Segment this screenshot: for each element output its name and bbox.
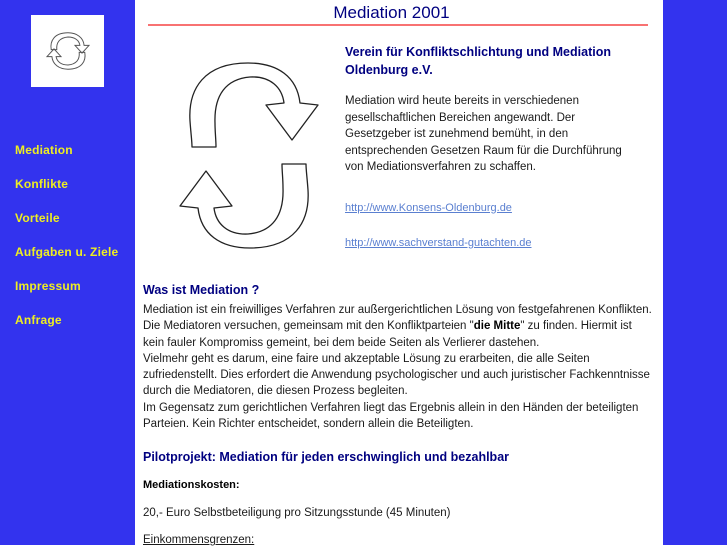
section-heading-was-ist-mediation: Was ist Mediation ? <box>143 283 260 297</box>
article-body <box>143 282 655 546</box>
sidebar-item-anfrage[interactable]: Anfrage <box>15 313 62 327</box>
page-title: Mediation 2001 <box>333 3 450 22</box>
sidebar <box>0 0 135 545</box>
paragraph-definition-part2: " zu finden. Hiermit ist kein fauler Kompromiss gemeint, bei dem beide Seiten als Verlierer dastehen. <box>143 320 632 349</box>
sidebar-item-impressum[interactable]: Impressum <box>15 279 81 293</box>
intro-heading: Verein für Konfliktschlichtung und Mediation Oldenburg e.V. <box>345 45 611 77</box>
sidebar-item-vorteile[interactable]: Vorteile <box>15 211 60 225</box>
main-content <box>135 0 663 545</box>
sidebar-item-aufgaben-ziele[interactable]: Aufgaben u. Ziele <box>15 245 119 259</box>
link-sachverstand-gutachten[interactable]: http://www.sachverstand-gutachten.de <box>345 236 532 249</box>
label-einkommensgrenzen: Einkommensgrenzen: <box>143 534 255 546</box>
sidebar-item-konflikte[interactable]: Konflikte <box>15 177 69 191</box>
sidebar-item-mediation[interactable]: Mediation <box>15 143 73 157</box>
circular-arrows-large-icon <box>170 43 330 268</box>
subheading-mediationskosten: Mediationskosten: <box>143 479 240 492</box>
paragraph-fair-solution: Vielmehr geht es darum, eine faire und akzeptable Lösung zu erarbeiten, die alle Seiten zufriedenstellt. Dies erfordert die Anwendung psychologischer und auch juristischer Fachkenntnisse durch die Mediatoren, die diesen Prozess begleiten. <box>143 352 650 398</box>
sidebar-nav <box>15 144 135 348</box>
circular-arrows-icon <box>40 23 96 79</box>
link-konsens-oldenburg[interactable]: http://www.Konsens-Oldenburg.de <box>345 201 512 214</box>
paragraph-definition-emphasis: die Mitte <box>473 320 521 333</box>
link-row-konsens <box>345 198 642 216</box>
intro-paragraph: Mediation wird heute bereits in verschiedenen gesellschaftlichen Bereichen angewandt. Der Gesetzgeber ist zunehmend bemüht, in den entsprechenden Gesetzen Raum für die Durchführung von Mediationsverfahren zu schaffen. <box>345 95 622 173</box>
link-row-sachverstand <box>345 233 642 251</box>
section-heading-pilotprojekt: Pilotprojekt: Mediation für jeden erschwinglich und bezahlbar <box>143 450 510 465</box>
intro-block <box>345 43 642 251</box>
logo <box>31 15 104 87</box>
paragraph-vs-court: Im Gegensatz zum gerichtlichen Verfahren liegt das Ergebnis allein in den Händen der beteiligten Parteien. Kein Richter entscheidet, sondern allein die Beteiligten. <box>143 401 639 431</box>
right-blue-strip <box>663 0 727 545</box>
cost-line: 20,- Euro Selbstbeteiligung pro Sitzungsstunde (45 Minuten) <box>143 507 451 520</box>
paragraph-definition-part1: Mediation ist ein freiwilliges Verfahren zur außergerichtlichen Lösung von festgefahrenen Konflikten. Die Mediatoren versuchen, gemeinsam mit den Konfliktparteien " <box>143 304 652 333</box>
title-divider <box>148 24 648 26</box>
paragraph-definition <box>143 302 655 351</box>
